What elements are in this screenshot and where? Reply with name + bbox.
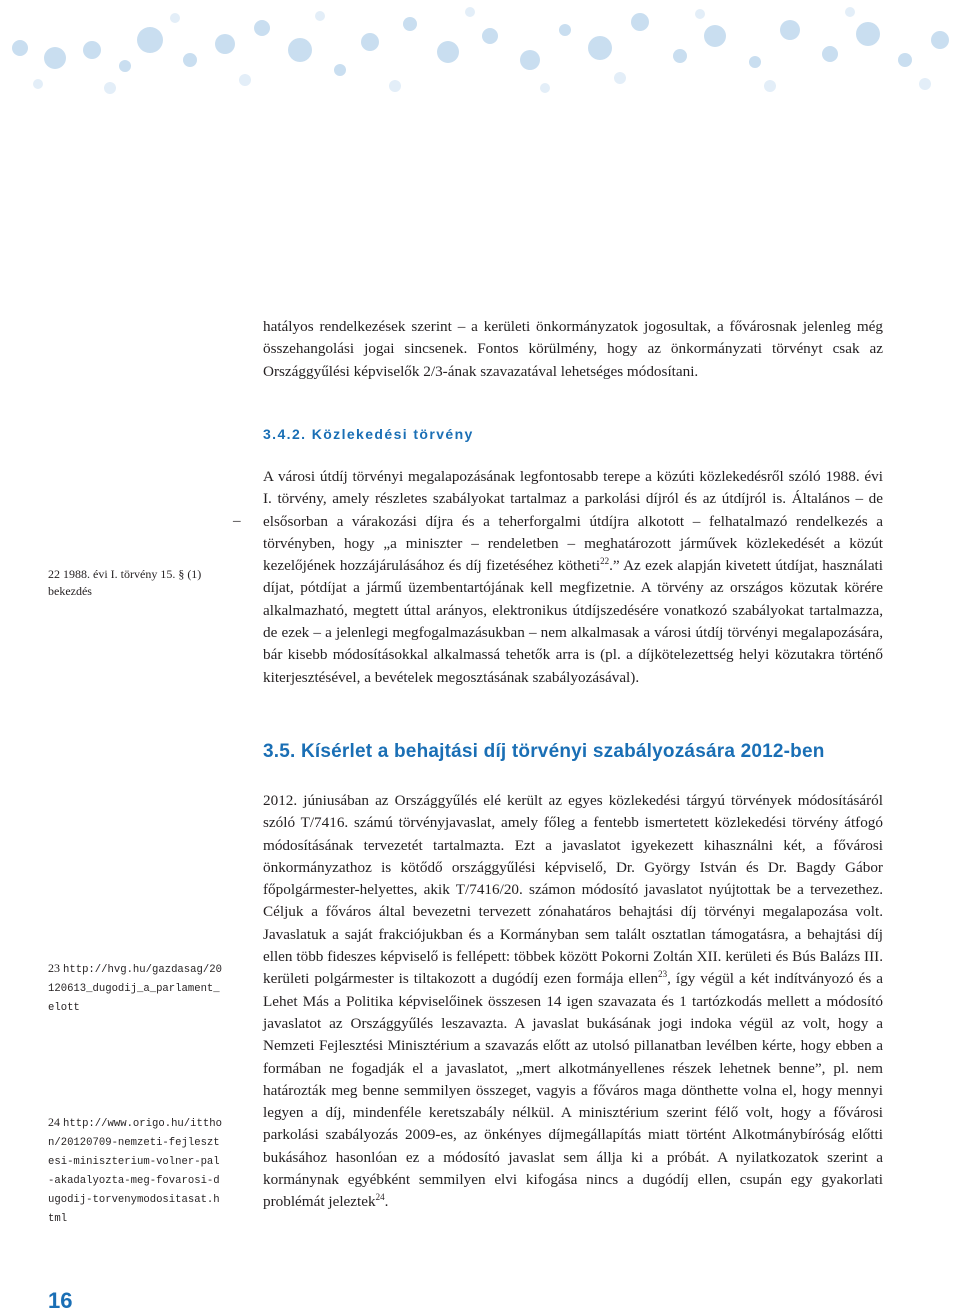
footnote-23-link[interactable]: http://hvg.hu/gazdasag/20120613_dugodij_a_parlament_elott [48, 964, 222, 1014]
section-heading-3-5: 3.5. Kísérlet a behajtási díj törvényi szabályozására 2012-ben [263, 741, 825, 762]
section-3-5-text-part2: , így végül a két indítványozó és a Lehet Más a Politika képviselőinek összesen 14 igen szavazata és 1 tartózkodás mellett a módosító javaslatot az Országgyűlés leszavazta. A javaslat bukásának jogi indoka végül az volt, hogy a Nemzeti Fejlesztési Minisztérium a szavazás előtt az utolsó pillanatban levélben kérte, hogy ebben a formában ne fogadják el a javaslatot, „mert alkotmányellenes részek lehetnek benne”, pl. nem határozták meg benne semmilyen összeget, vagyis a főváros maga dönthette volna el, hogy mennyi legyen a díj, mindenféle keretszabály nélkül. A minisztérium szerint félő volt, hogy a fővárosi parkolási szabályozás 2009-es, az önkényes díjmegállapítás miatt történt Alkotmánybíróság előtti bukásához hasonlóan ez a módosító javaslat sem állja ki a próbát. A nyilatkozatok szerint a kormánynak egyébként semmilyen elvi kifogása nincs a dugódíj ellen, csupán egy gyakorlati problémát jeleztek [263, 970, 883, 1211]
section-3-5-text-part3: . [384, 1193, 389, 1211]
footnote-ref-24: 24 [375, 1192, 385, 1203]
section-3-5-paragraph [263, 790, 883, 1214]
section-3-5-text-part1: 2012. júniusában az Országgyűlés elé került az egyes közlekedési tárgyú törvények módosításáról szóló T/7416. számú törvényjavaslat, amely főleg a fentebb ismertetett közlekedési törvény átfogó módosításának tervezetét tartalmazta. Ezt a javaslatot igyekezett kihasználni két, a fővárosi önkormányzathoz is kötődő országgyűlési képviselő, Dr. György István és Dr. Bagdy Gábor főpolgármester-helyettes, akik T/7416/20. számon módosító javaslatot nyújtottak be a tervezethez. Céljuk a főváros által bevezetni tervezett zónahatáros behajtási díj törvényi megalapozása volt. Javaslatuk a saját frakciójukban és a Kormányban sem talált osztatlan támogatásra, a behajtási díj ellen több fideszes képviselő is fellépett: többek között Pokorni Zoltán XII. kerületi és Bús Balázs III. kerületi polgármester is tiltakozott a dugódíj ezen formája ellen [263, 792, 883, 988]
section-3-4-2-paragraph: – A városi útdíj törvényi megalapozásának legfontosabb terepe a közúti közlekedésről szóló 1988. évi I. törvény, amely részletes szabályokat tartalmaz a parkolási díjról és az útdíjról is. Általános – de elsősorban a várakozási díjra és a teherforgalmi útdíjra alkotott – felhatalmazó rendelkezés a törvényben, hogy „a miniszter – rendeletben – meghatározott járművek közlekedését a közút kezelőjének hozzájárulásához és díj fizetéséhez kötheti$^{22}$.” Az ezek alapján kivetett útdíjat, használati díjat, pótdíjat a jármű üzembentartójának kell megfizetnie. A törvény az országos közutak körére alkalmazható, megtett úttal arányos, elektronikus útdíjszedésére vonatkozó szabályokat tartalmazza, de ezek – a jelenlegi megfogalmazásukban – nem alkalmasak a városi útdíj törvényi megalapozására, bár kisebb módosításokkal alkalmassá tehetők arra is (pl. a díjkötelezettség helyi közutakra történő kiterjesztésével, a bevételek megosztásának szabályozásával). [233, 468, 883, 686]
page-number: 16 [48, 1288, 73, 1313]
footnote-22: 22 1988. évi I. törvény 15. § (1) bekezdés [48, 567, 202, 598]
footnote-23-number: 23 [48, 961, 63, 975]
footnote-ref-23: 23 [658, 969, 668, 980]
footnote-24 [48, 1114, 223, 1228]
intro-paragraph: hatályos rendelkezések szerint – a kerületi önkormányzatok jogosultak, a fővárosnak jelenleg még összehangolási jogai sincsenek. Fontos körülmény, hogy az önkormányzati törvényt csak az Országgyűlési képviselők 2/3-ának szavazatával lehetséges módosítani. [263, 318, 883, 380]
footnote-ref-22: 22 [600, 556, 610, 567]
decorative-dot-pattern [0, 0, 960, 110]
footnote-23 [48, 960, 223, 1017]
section-heading-3-4-2: 3.4.2. Közlekedési törvény [263, 426, 474, 442]
footnote-24-number: 24 [48, 1115, 63, 1129]
footnote-24-link[interactable]: http://www.origo.hu/itthon/20120709-nemzeti-fejlesztesi-miniszterium-volner-pal-akadalyozta-meg-fovarosi-dugodij-torvenymodositasat.html [48, 1118, 222, 1225]
section-3-4-2-text-part2: .” Az ezek alapján kivetett útdíjat, használati díjat, pótdíjat a jármű üzembentartójának kell megfizetnie. A törvény az országos közutak körére alkalmazható, megtett úttal arányos, elektronikus útdíjszedésére vonatkozó szabályokat tartalmazza, de ezek – a jelenlegi megfogalmazásukban – nem alkalmasak a városi útdíj törvényi megalapozására, bár kisebb módosításokkal alkalmassá tehetők arra is (pl. a díjkötelezettség helyi közutakra történő kiterjesztésével, a bevételek megosztásának szabályozásával). [263, 557, 883, 686]
section-3-4-2-text-part1: A városi útdíj törvényi megalapozásának legfontosabb terepe a közúti közlekedésről szóló 1988. évi I. törvény, amely részletes szabályokat tartalmaz a parkolási díjról és az útdíjról is. Általános – de elsősorban a várakozási díjra és a teherforgalmi útdíjra alkotott – felhatalmazó rendelkezés a törvényben, hogy „a miniszter – rendeletben – meghatározott járművek közlekedését a közút kezelőjének hozzájárulásához és díj fizetéséhez kötheti [263, 468, 883, 575]
